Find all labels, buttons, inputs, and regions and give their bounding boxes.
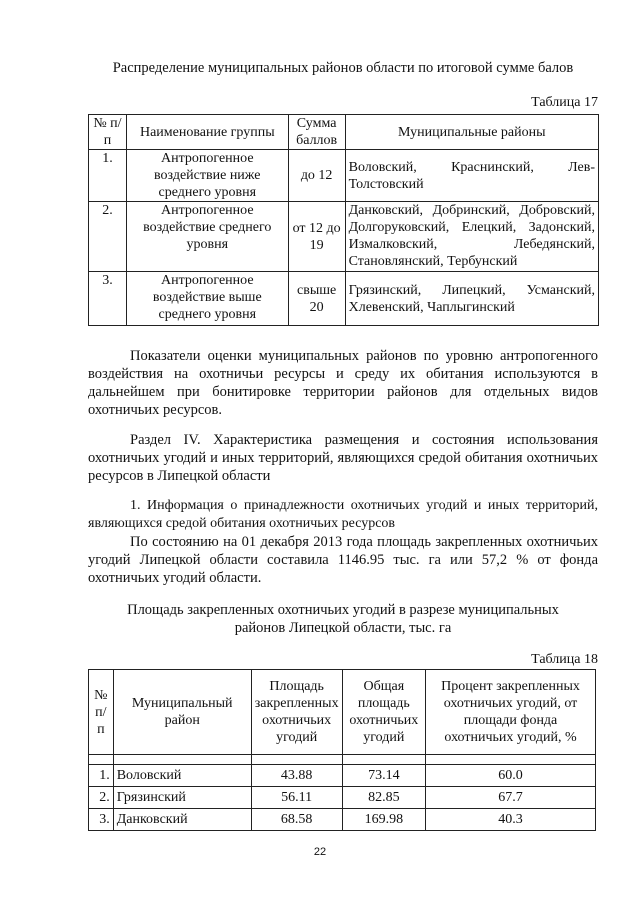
t18-header-district: Муниципальный район [113, 670, 251, 755]
t18-row3-total: 169.98 [342, 809, 426, 831]
t17-row3-num: 3. [89, 272, 127, 326]
t18-row2-num: 2. [89, 787, 114, 809]
table18-label: Таблица 18 [531, 652, 598, 667]
t17-row2-num: 2. [89, 202, 127, 272]
t18-row2-district: Грязинский [113, 787, 251, 809]
t17-header-group: Наименование группы [126, 115, 288, 150]
t17-row1-num: 1. [89, 150, 127, 202]
paragraph-area: По состоянию на 01 декабря 2013 года площадь закрепленных охотничьих угодий Липецкой области составила 1146.95 тыс. га или 57,2 % от фонда охотничьих угодий области. [88, 534, 598, 586]
t18-row2-fixed: 56.11 [251, 787, 342, 809]
t17-row2-sum: от 12 до 19 [288, 202, 345, 272]
t18-row2-percent: 67.7 [426, 787, 596, 809]
t17-row1-group: Антропогенное воздействие ниже среднего уровня [126, 150, 288, 202]
table-row [89, 272, 599, 326]
t18-row1-district: Воловский [113, 765, 251, 787]
t18-row1-total: 73.14 [342, 765, 426, 787]
t18-row1-fixed: 43.88 [251, 765, 342, 787]
t17-row3-districts: Грязинский, Липецкий, Усманский, Хлевенский, Чаплыгинский [345, 272, 598, 326]
t17-row3-group: Антропогенное воздействие выше среднего уровня [126, 272, 288, 326]
table18-heading [88, 601, 598, 637]
table17-label: Таблица 17 [531, 95, 598, 110]
t18-row1-num: 1. [89, 765, 114, 787]
subsection-title: 1. Информация о принадлежности охотничьих угодий и иных территорий, являющихся средой обитания охотничьих ресурсов [88, 498, 598, 531]
t18-row3-num: 3. [89, 809, 114, 831]
table-row [89, 150, 599, 202]
table-17 [88, 114, 599, 326]
t18-row1-percent: 60.0 [426, 765, 596, 787]
section-title: Раздел IV. Характеристика размещения и состояния использования охотничьих угодий и иных территорий, являющихся средой обитания охотничьих ресурсов в Липецкой области [88, 432, 598, 484]
t17-row3-sum: свыше 20 [288, 272, 345, 326]
t17-row1-districts: Воловский, Краснинский, Лев-Толстовский [345, 150, 598, 202]
t18-row3-district: Данковский [113, 809, 251, 831]
t17-row2-districts: Данковский, Добринский, Добровский, Долгоруковский, Елецкий, Задонский, Измалковский, Лебедянский, Становлянский, Тербунский [345, 202, 598, 272]
table17-heading: Распределение муниципальных районов области по итоговой сумме балов [112, 60, 574, 76]
t17-row2-group: Антропогенное воздействие среднего уровня [126, 202, 288, 272]
t17-header-sum: Сумма баллов [288, 115, 345, 150]
t18-header-fixed: Площадь закрепленных охотничьих угодий [251, 670, 342, 755]
t18-header-total: Общая площадь охотничьих угодий [342, 670, 426, 755]
t18-row2-total: 82.85 [342, 787, 426, 809]
paragraph-indicators: Показатели оценки муниципальных районов по уровню антропогенного воздействия на охотничьи ресурсы и среду их обитания используются в дальнейшем при бонитировке территории районов для отдельных видов охотничьих ресурсов. [88, 348, 598, 418]
t18-row3-fixed: 68.58 [251, 809, 342, 831]
t18-row3-percent: 40.3 [426, 809, 596, 831]
table-row [89, 765, 596, 787]
table-row [89, 202, 599, 272]
table-row [89, 809, 596, 831]
t17-header-num: № п/п [89, 115, 127, 150]
t17-row1-sum: до 12 [288, 150, 345, 202]
page-number: 22 [313, 846, 327, 858]
table-18 [88, 669, 596, 831]
table18-heading-line2: районов Липецкой области, тыс. га [234, 620, 452, 636]
t17-header-districts: Муниципальные районы [345, 115, 598, 150]
table-row [89, 787, 596, 809]
t18-header-num: № п/п [89, 670, 114, 755]
table18-heading-line1: Площадь закрепленных охотничьих угодий в разрезе муниципальных [127, 602, 559, 618]
t18-header-percent: Процент закрепленных охотничьих угодий, от площади фонда охотничьих угодий, % [426, 670, 596, 755]
